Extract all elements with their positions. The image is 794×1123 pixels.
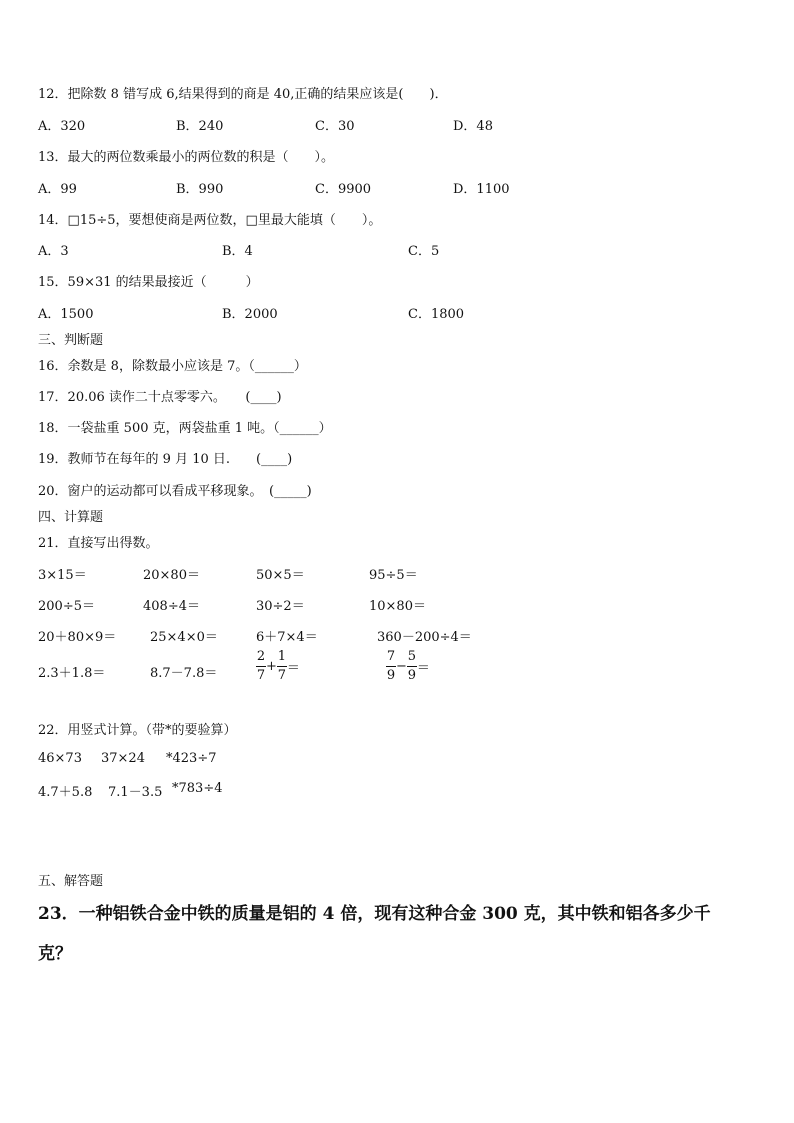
numerator: 7 (386, 649, 396, 664)
fraction (386, 650, 396, 683)
fraction (256, 650, 266, 683)
q12-option-c: C．30 (315, 119, 355, 134)
q13-option-c: C．9900 (315, 182, 372, 197)
q21-expr: 8.7－7.8＝ (150, 666, 218, 681)
q17-stem: 17．20.06 读作二十点零零六。 (____) (38, 390, 282, 405)
q12-option-a: A．320 (38, 119, 86, 134)
numerator: 2 (256, 649, 266, 664)
q21-expr: 20＋80×9＝ (38, 630, 117, 645)
fraction-bar (277, 666, 287, 667)
q20-stem: 20．窗户的运动都可以看成平移现象。 (_____) (38, 484, 312, 499)
q22-expr: 4.7＋5.8 (38, 785, 93, 800)
fraction-bar (407, 666, 417, 667)
operator: − (396, 659, 407, 674)
q13-option-d: D．1100 (453, 182, 510, 197)
denominator: 9 (386, 668, 396, 683)
q21-expr: 3×15＝ (38, 568, 87, 583)
q14-option-c: C．5 (408, 244, 440, 259)
q23-stem-line-2: 克？ (38, 944, 72, 964)
fraction-bar (256, 666, 266, 667)
q12-option-d: D．48 (453, 119, 493, 134)
q21-expr: 360－200÷4＝ (377, 630, 472, 645)
q16-stem: 16．余数是 8，除数最小应该是 7。（______） (38, 359, 307, 374)
q21-expr: 200÷5＝ (38, 599, 95, 614)
section-title-calculation: 四、计算题 (38, 510, 104, 525)
q21-expr: 2.3＋1.8＝ (38, 666, 106, 681)
fraction-bar (386, 666, 396, 667)
q13-option-b: B．990 (176, 182, 224, 197)
q21-expr: 10×80＝ (369, 599, 426, 614)
numerator: 5 (407, 649, 417, 664)
q22-expr: 7.1－3.5 (108, 785, 163, 800)
q22-expr: 46×73 (38, 751, 82, 766)
operator: + (266, 659, 277, 674)
q23-stem-line-1: 23．一种铝铁合金中铁的质量是铝的 4 倍，现有这种合金 300 克，其中铁和铝各多少千 (38, 904, 711, 924)
q22-expr: *783÷4 (172, 781, 223, 796)
q21-expr: 30÷2＝ (256, 599, 305, 614)
q22-stem: 22．用竖式计算。（带*的要验算） (38, 723, 237, 738)
equals-sign: ＝ (286, 661, 300, 676)
q12-stem: 12．把除数 8 错写成 6,结果得到的商是 40,正确的结果应该是( )． (38, 87, 448, 102)
q12-option-b: B．240 (176, 119, 224, 134)
q14-option-a: A．3 (38, 244, 69, 259)
q13-option-a: A．99 (38, 182, 77, 197)
q21-fraction-expr-2 (386, 650, 430, 683)
q21-expr: 408÷4＝ (143, 599, 200, 614)
q14-stem: 14．□15÷5，要想使商是两位数，□里最大能填（ ）。 (38, 213, 382, 228)
section-title-judgment: 三、判断题 (38, 333, 104, 348)
q21-expr: 95÷5＝ (369, 568, 418, 583)
equals-sign: ＝ (416, 661, 430, 676)
q15-option-c: C．1800 (408, 307, 465, 322)
q22-expr: 37×24 (101, 751, 145, 766)
q22-expr: *423÷7 (166, 751, 217, 766)
q21-expr: 6＋7×4＝ (256, 630, 318, 645)
denominator: 7 (256, 668, 266, 683)
q13-stem: 13．最大的两位数乘最小的两位数的积是（ ）。 (38, 150, 335, 165)
q21-expr: 25×4×0＝ (150, 630, 218, 645)
q19-stem: 19．教师节在每年的 9 月 10 日. (____) (38, 452, 293, 467)
q21-expr: 20×80＝ (143, 568, 200, 583)
q21-stem: 21．直接写出得数。 (38, 536, 159, 551)
q15-option-b: B．2000 (222, 307, 278, 322)
q14-option-b: B．4 (222, 244, 253, 259)
denominator: 9 (407, 668, 417, 683)
fraction (277, 650, 287, 683)
section-title-answer: 五、解答题 (38, 874, 104, 889)
q18-stem: 18．一袋盐重 500 克，两袋盐重 1 吨。（______） (38, 421, 332, 436)
q21-expr: 50×5＝ (256, 568, 305, 583)
denominator: 7 (277, 668, 287, 683)
q15-stem: 15．59×31 的结果最接近（ ） (38, 275, 259, 290)
numerator: 1 (277, 649, 287, 664)
fraction (407, 650, 417, 683)
q21-fraction-expr-1 (256, 650, 300, 683)
q15-option-a: A．1500 (38, 307, 94, 322)
